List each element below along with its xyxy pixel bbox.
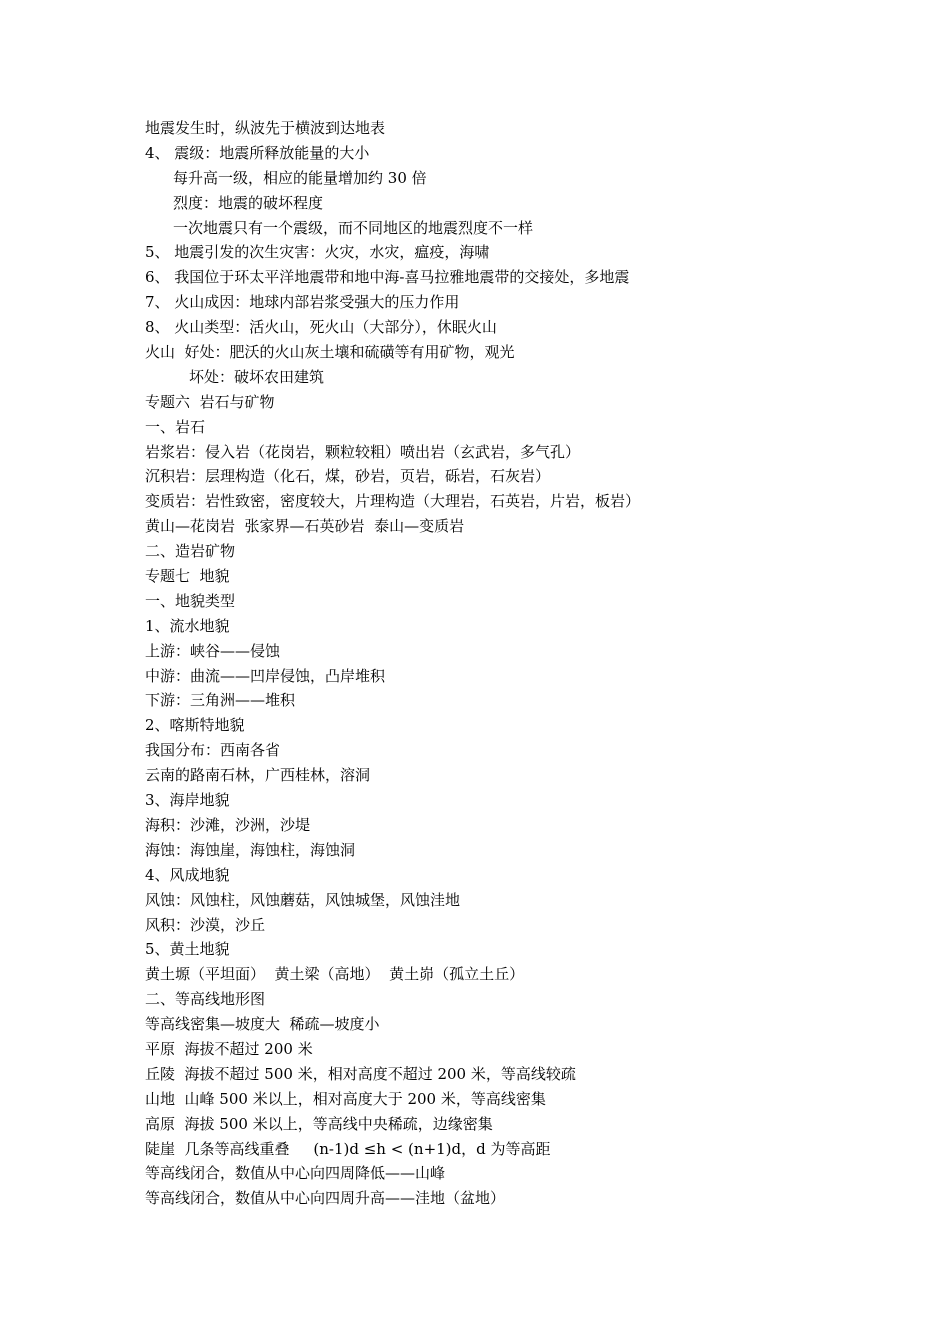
text-line: 我国分布：西南各省	[145, 741, 281, 760]
text-line: 风蚀：风蚀柱，风蚀蘑菇，风蚀城堡，风蚀洼地	[145, 890, 461, 909]
text-line: 1、流水地貌	[145, 616, 230, 635]
text-line: 火山 好处：肥沃的火山灰土壤和硫磺等有用矿物，观光	[145, 343, 515, 362]
text-line: 地震发生时，纵波先于横波到达地表	[145, 119, 386, 137]
text-line: 等高线密集—坡度大 稀疏—坡度小	[145, 1015, 380, 1034]
text-line: 云南的路南石林，广西桂林，溶洞	[145, 766, 371, 785]
section-heading: 专题七 地貌	[145, 567, 230, 586]
document-body	[145, 116, 905, 1211]
text-line: 中游：曲流——凹岸侵蚀，凸岸堆积	[145, 666, 386, 685]
subsection-heading: 一、岩石	[145, 417, 206, 436]
text-line: 风积：沙漠，沙丘	[145, 915, 266, 934]
text-line: 4、风成地貌	[145, 865, 230, 884]
text-line: 7、 火山成因：地球内部岩浆受强大的压力作用	[145, 293, 460, 312]
section-heading: 专题六 岩石与矿物	[145, 392, 275, 411]
text-line: 沉积岩：层理构造（化石，煤，砂岩，页岩，砾岩，石灰岩）	[145, 467, 551, 486]
text-line: 烈度：地震的破坏程度	[173, 193, 324, 212]
text-line: 变质岩：岩性致密，密度较大，片理构造（大理岩，石英岩，片岩，板岩）	[145, 492, 641, 511]
text-line: 5、 地震引发的次生灾害：火灾，水灾，瘟疫，海啸	[145, 243, 490, 262]
text-line: 丘陵 海拔不超过 500 米，相对高度不超过 200 米，等高线较疏	[145, 1064, 576, 1083]
text-line: 4、 震级：地震所释放能量的大小	[145, 143, 370, 162]
subsection-heading: 二、造岩矿物	[145, 542, 236, 561]
text-line: 下游：三角洲——堆积	[145, 691, 296, 710]
text-line: 等高线闭合，数值从中心向四周降低——山峰	[145, 1164, 446, 1183]
text-line: 一次地震只有一个震级，而不同地区的地震烈度不一样	[173, 218, 534, 237]
text-line: 高原 海拔 500 米以上，等高线中央稀疏，边缘密集	[145, 1114, 493, 1133]
text-line: 每升高一级，相应的能量增加约 30 倍	[173, 168, 427, 187]
text-line: 岩浆岩：侵入岩（花岗岩，颗粒较粗）喷出岩（玄武岩，多气孔）	[145, 442, 581, 461]
subsection-heading: 一、地貌类型	[145, 591, 236, 610]
text-line: 等高线闭合，数值从中心向四周升高——洼地（盆地）	[145, 1189, 506, 1208]
text-line: 黄山—花岗岩 张家界—石英砂岩 泰山—变质岩	[145, 517, 465, 536]
text-line: 5、黄土地貌	[145, 940, 230, 959]
text-line: 山地 山峰 500 米以上，相对高度大于 200 米，等高线密集	[145, 1089, 546, 1108]
text-line: 坏处：破坏农田建筑	[189, 367, 325, 386]
text-line: 海积：沙滩，沙洲，沙堤	[145, 815, 311, 834]
text-line: 2、喀斯特地貌	[145, 716, 245, 735]
text-line: 平原 海拔不超过 200 米	[145, 1039, 313, 1058]
text-line: 8、 火山类型：活火山，死火山（大部分），休眠火山	[145, 318, 497, 337]
text-line: 6、 我国位于环太平洋地震带和地中海-喜马拉雅地震带的交接处，多地震	[145, 268, 630, 287]
text-line: 黄土塬（平坦面） 黄土梁（高地） 黄土峁（孤立土丘）	[145, 965, 525, 984]
text-line: 海蚀：海蚀崖，海蚀柱，海蚀洞	[145, 840, 356, 859]
text-line: 3、海岸地貌	[145, 791, 230, 810]
text-line: 陡崖 几条等高线重叠 (n-1)d ≤h < (n+1)d，d 为等高距	[145, 1139, 551, 1158]
subsection-heading: 二、等高线地形图	[145, 990, 266, 1009]
text-line: 上游：峡谷——侵蚀	[145, 641, 281, 660]
